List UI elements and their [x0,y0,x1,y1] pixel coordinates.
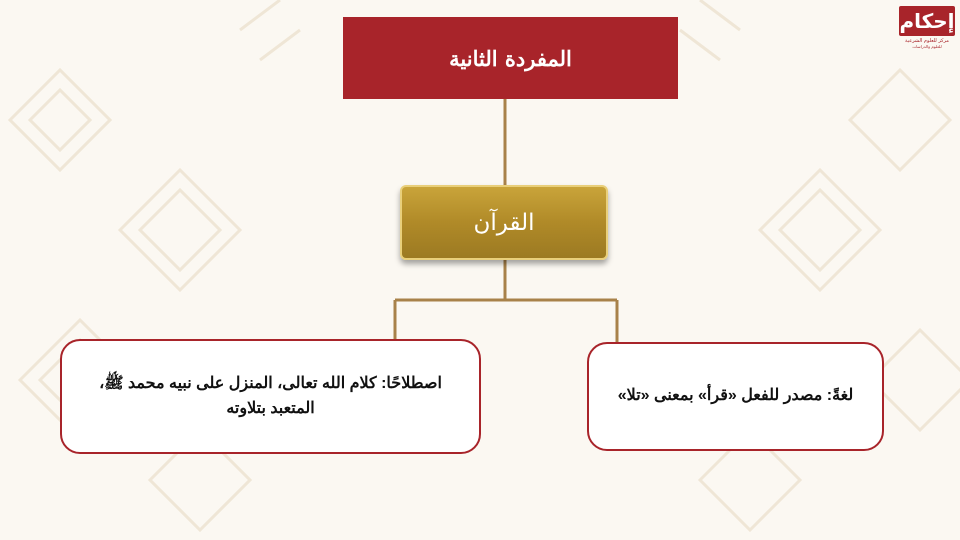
root-node-label: المفردة الثانية [449,45,572,71]
topic-node-label: القرآن [473,209,535,236]
topic-node [400,185,608,260]
root-node [343,17,678,99]
definition-term-node [60,339,481,454]
logo-mark: إحكام [899,6,955,36]
definition-lang-text: لغةً: مصدر للفعل «قرأ» بمعنى «تلا» [617,387,854,405]
definition-lang-node [587,342,884,451]
logo-subtitle-secondary: للعلوم والدراسات [912,44,942,49]
definition-term-text: اصطلاحًا: كلام الله تعالى، المنزل على نبيه محمد ﷺ، المتعبد بتلاوته [99,374,442,417]
logo-subtitle: مركز للعلوم الشرعية [905,38,949,44]
